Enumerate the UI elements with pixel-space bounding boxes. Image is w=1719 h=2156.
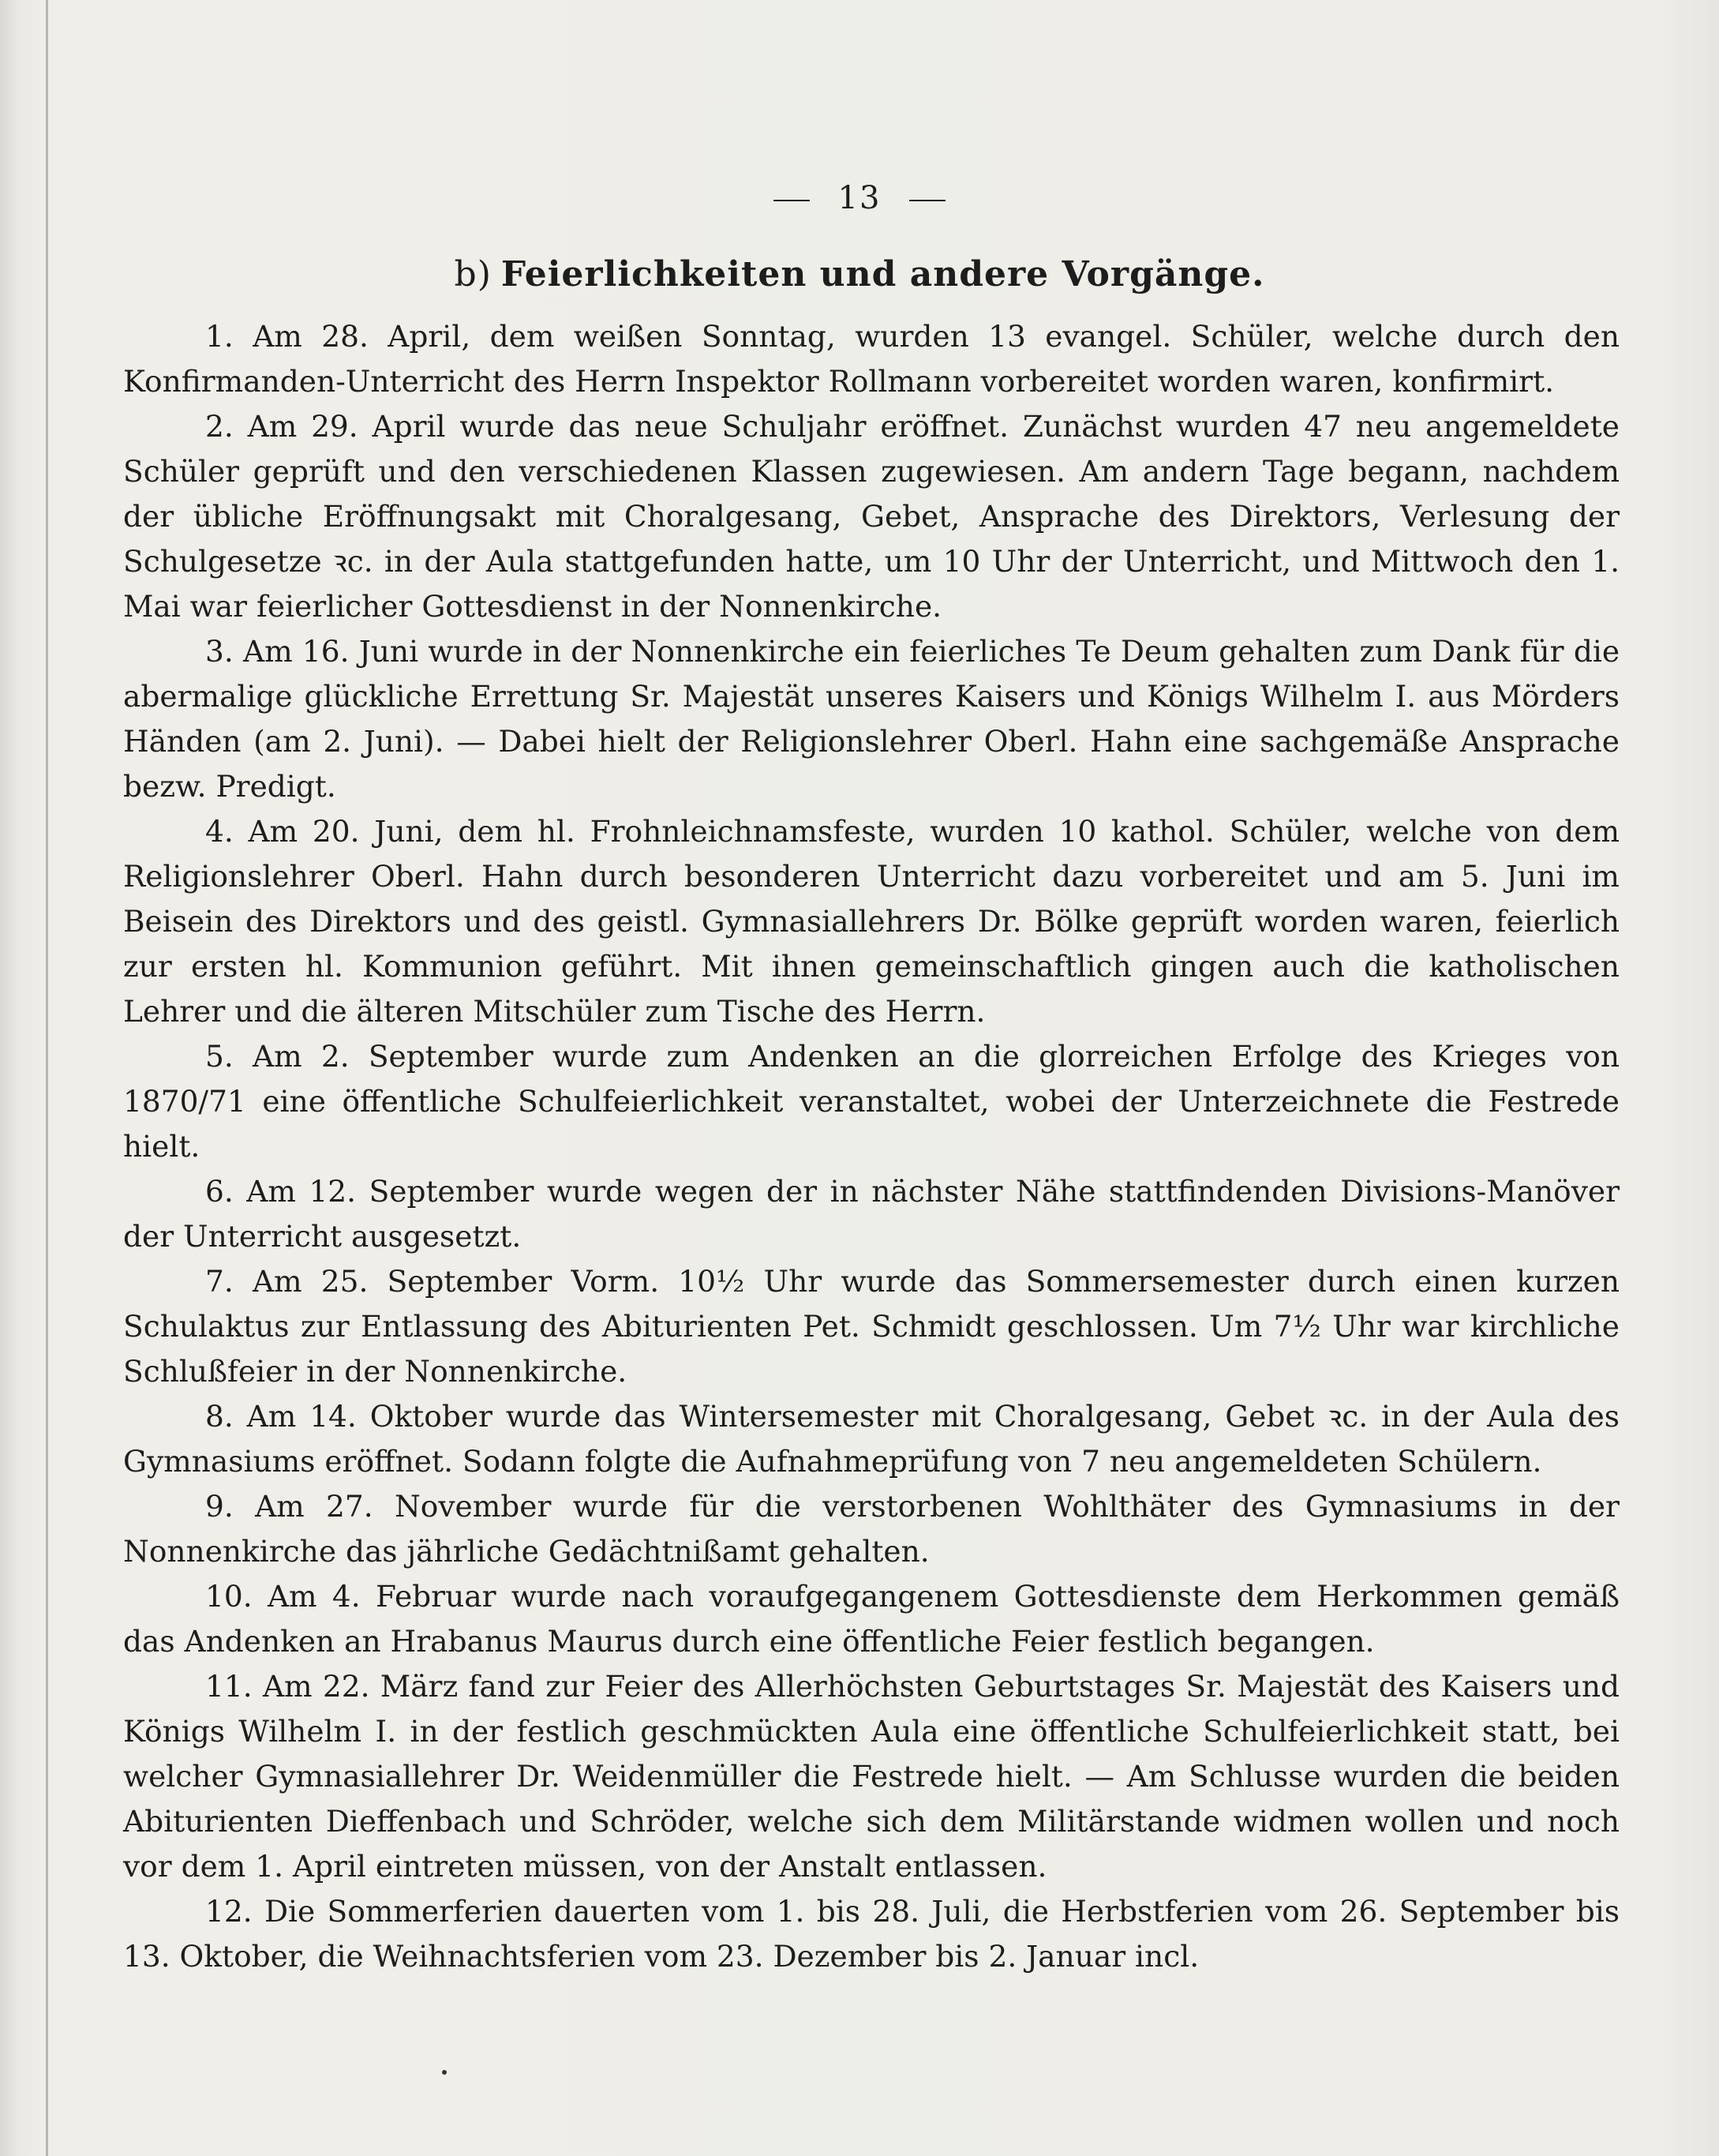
page-number: [0, 180, 1719, 216]
entry-text: Am 16. Juni wurde in der Nonnenkirche ein feierliches Te Deum gehalten zum Dank für die abermalige glückliche Errettung Sr. Majestät unseres Kaisers und Königs Wilhelm I. aus Mörders Händen (am 2. Juni). — Dabei hielt der Religionslehrer Oberl. Hahn eine sachgemäße Ansprache bezw. Predigt.: [123, 634, 1620, 804]
entry-text: Am 27. November wurde für die verstorbenen Wohlthäter des Gymnasiums in der Nonnenkirche das jährliche Gedächtnißamt gehalten.: [123, 1489, 1620, 1569]
entry-text: Am 12. September wurde wegen der in nächster Nähe stattfindenden Divisions-Manöver der Unterricht ausgesetzt.: [123, 1174, 1620, 1254]
entry-text: Die Sommerferien dauerten vom 1. bis 28. Juli, die Herbstferien vom 26. September bis 13. Oktober, die Weihnachtsferien vom 23. Dezember bis 2. Januar incl.: [123, 1894, 1620, 1974]
entry-number: 11.: [205, 1669, 253, 1704]
entry-5: [123, 1034, 1620, 1169]
entry-text: Am 29. April wurde das neue Schuljahr eröffnet. Zunächst wurden 47 neu angemeldete Schüler geprüft und den verschiedenen Klassen zugewiesen. Am andern Tage begann, nachdem der übliche Eröffnungsakt mit Choralgesang, Gebet, Ansprache des Direktors, Verlesung der Schulgesetze ꝛc. in der Aula stattgefunden hatte, um 10 Uhr der Unterricht, und Mittwoch den 1. Mai war feierlicher Gottesdienst in der Nonnenkirche.: [123, 409, 1620, 624]
entry-text: Am 25. September Vorm. 10½ Uhr wurde das Sommersemester durch einen kurzen Schulaktus zur Entlassung des Abiturienten Pet. Schmidt geschlossen. Um 7½ Uhr war kirchliche Schlußfeier in der Nonnenkirche.: [123, 1264, 1620, 1389]
ink-speck: [442, 2070, 447, 2075]
entry-number: 7.: [205, 1264, 234, 1299]
entry-1: [123, 314, 1620, 404]
entry-number: 2.: [205, 409, 234, 444]
entry-number: 3.: [205, 634, 234, 669]
entry-number: 8.: [205, 1399, 234, 1434]
entry-11: [123, 1664, 1620, 1889]
entry-number: 4.: [205, 814, 234, 849]
entry-text: Am 20. Juni, dem hl. Frohnleichnamsfeste, wurden 10 kathol. Schüler, welche von dem Religionslehrer Oberl. Hahn durch besonderen Unterricht dazu vorbereitet und am 5. Juni im Beisein des Direktors und des geistl. Gymnasiallehrers Dr. Bölke geprüft worden waren, feierlich zur ersten hl. Kommunion geführt. Mit ihnen gemeinschaftlich gingen auch die katholischen Lehrer und die älteren Mitschüler zum Tische des Herrn.: [123, 814, 1620, 1029]
entry-text: Am 22. März fand zur Feier des Allerhöchsten Geburtstages Sr. Majestät des Kaisers und Königs Wilhelm I. in der festlich geschmückten Aula eine öffentliche Schulfeierlichkeit statt, bei welcher Gymnasiallehrer Dr. Weidenmüller die Festrede hielt. — Am Schlusse wurden die beiden Abiturienten Dieffenbach und Schröder, welche sich dem Militärstande widmen wollen und noch vor dem 1. April eintreten müssen, von der Anstalt entlassen.: [123, 1669, 1620, 1884]
entry-7: [123, 1259, 1620, 1394]
section-label: b): [454, 254, 492, 294]
entry-number: 10.: [205, 1579, 253, 1614]
section-title: Feierlichkeiten und andere Vorgänge.: [500, 254, 1265, 294]
entry-number: 1.: [205, 319, 234, 354]
entry-number: 6.: [205, 1174, 234, 1209]
entry-10: [123, 1574, 1620, 1664]
entry-4: [123, 809, 1620, 1034]
entry-number: 9.: [205, 1489, 234, 1524]
entry-text: Am 28. April, dem weißen Sonntag, wurden 13 evangel. Schüler, welche durch den Konfirmanden-Unterricht des Herrn Inspektor Rollmann vorbereitet worden waren, konfirmirt.: [123, 319, 1620, 399]
entry-list: [123, 314, 1620, 1979]
page-number-value: 13: [837, 180, 882, 216]
entry-3: [123, 629, 1620, 809]
entry-number: 5.: [205, 1039, 234, 1074]
entry-text: Am 2. September wurde zum Andenken an die glorreichen Erfolge des Krieges von 1870/71 eine öffentliche Schulfeierlichkeit veranstaltet, wobei der Unterzeichnete die Festrede hielt.: [123, 1039, 1620, 1164]
section-heading: [0, 254, 1719, 294]
entry-6: [123, 1169, 1620, 1259]
entry-text: Am 14. Oktober wurde das Wintersemester mit Choralgesang, Gebet ꝛc. in der Aula des Gymnasiums eröffnet. Sodann folgte die Aufnahmeprüfung von 7 neu angemeldeten Schülern.: [123, 1399, 1620, 1479]
page-number-dash-right: [909, 200, 946, 201]
entry-12: [123, 1889, 1620, 1979]
entry-2: [123, 404, 1620, 629]
entry-text: Am 4. Februar wurde nach voraufgegangenem Gottesdienste dem Herkommen gemäß das Andenken an Hrabanus Maurus durch eine öffentliche Feier festlich begangen.: [123, 1579, 1620, 1659]
entry-number: 12.: [205, 1894, 253, 1929]
entry-8: [123, 1394, 1620, 1484]
binding-edge: [46, 0, 48, 2156]
page-number-dash-left: [773, 200, 810, 201]
entry-9: [123, 1484, 1620, 1574]
